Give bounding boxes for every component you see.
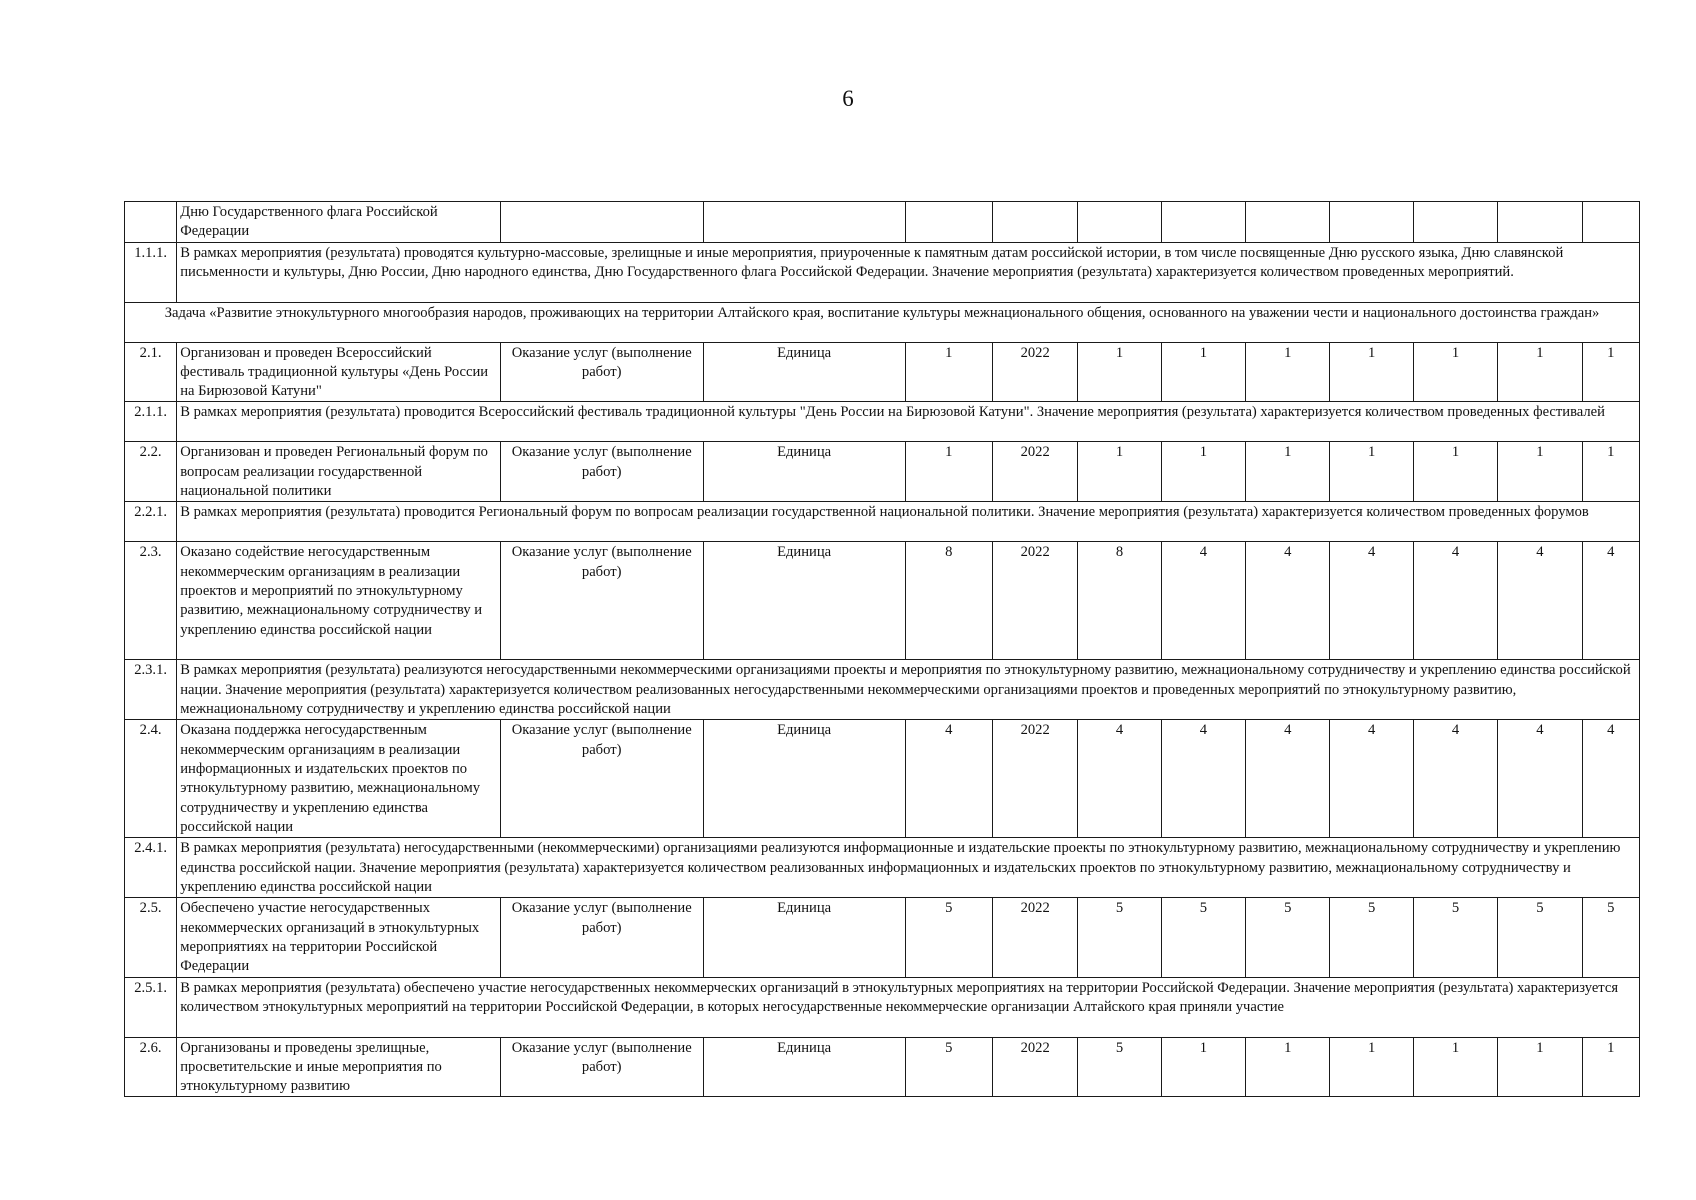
value-cell: 4 [1330,542,1413,660]
result-row [125,342,1640,402]
value-cell: 1 [1161,1037,1245,1097]
description-text: В рамках мероприятия (результата) проводятся культурно-массовые, зрелищные и иные мероприятия, приуроченные к памятным датам российской истории, в том числе посвященные Дню русского языка, Дню славянской письменности и культуры, Дню России, Дню народного единства, Дню Государственного флага Российской Федерации. Значение мероприятия (результата) характеризуется количеством проведенных мероприятий. [177,242,1640,302]
description-text: В рамках мероприятия (результата) обеспечено участие негосударственных некоммерческих организаций в этнокультурных мероприятиях на территории Российской Федерации. Значение мероприятия (результата) характеризуется количеством этнокультурных мероприятий на территории Российской Федерации, в которых негосударственные некоммерческие организации Алтайского края приняли участие [177,977,1640,1037]
value-cell: 1 [1246,1037,1330,1097]
result-type: Оказание услуг (выполнение работ) [500,898,703,977]
result-type: Оказание услуг (выполнение работ) [500,1037,703,1097]
empty-cell [703,202,905,243]
empty-cell [1078,202,1161,243]
page-number: 6 [842,86,854,111]
empty-cell [1498,202,1582,243]
value-cell: 5 [1246,898,1330,977]
description-row [125,977,1640,1037]
result-type: Оказание услуг (выполнение работ) [500,542,703,660]
value-cell: 1 [1330,442,1413,502]
value-cell: 1 [905,342,992,402]
description-row [125,402,1640,442]
result-name: Организованы и проведены зрелищные, просветительские и иные мероприятия по этнокультурному развитию [177,1037,500,1097]
value-cell: 4 [1498,542,1582,660]
empty-cell [1330,202,1413,243]
row-number: 2.5.1. [125,977,177,1037]
value-cell: 4 [1161,542,1245,660]
value-cell: 4 [1413,720,1497,838]
description-row [125,838,1640,898]
result-type: Оказание услуг (выполнение работ) [500,442,703,502]
value-cell: 1 [1246,342,1330,402]
empty-cell [1413,202,1497,243]
value-cell: 1 [1413,342,1497,402]
description-text: В рамках мероприятия (результата) реализуются негосударственными некоммерческими организациями проекты и мероприятия по этнокультурному развитию, межнациональному сотрудничеству и укреплению единства российской нации. Значение мероприятия (результата) характеризуется количеством реализованных негосударственными некоммерческими организациями проектов и проведенных мероприятий по этнокультурному развитию, межнациональному сотрудничеству и укреплению единства российской нации [177,660,1640,720]
value-cell: 4 [1161,720,1245,838]
continuation-row [125,202,1640,243]
description-text: В рамках мероприятия (результата) проводится Всероссийский фестиваль традиционной культуры "День России на Бирюзовой Катуни". Значение мероприятия (результата) характеризуется количеством проведенных фестивалей [177,402,1640,442]
unit-cell: Единица [703,1037,905,1097]
unit-cell: Единица [703,342,905,402]
value-cell: 5 [1413,898,1497,977]
value-cell: 1 [905,442,992,502]
description-row [125,242,1640,302]
base-year-cell: 2022 [992,1037,1077,1097]
value-cell: 4 [1582,720,1639,838]
value-cell: 1 [1330,1037,1413,1097]
value-cell: 5 [905,1037,992,1097]
value-cell: 1 [1078,442,1161,502]
description-text: В рамках мероприятия (результата) проводится Региональный форум по вопросам реализации государственной национальной политики. Значение мероприятия (результата) характеризуется количеством проведенных форумов [177,502,1640,542]
row-number: 2.5. [125,898,177,977]
row-number: 2.4.1. [125,838,177,898]
value-cell: 4 [1246,720,1330,838]
value-cell: 1 [1413,442,1497,502]
value-cell: 8 [1078,542,1161,660]
result-row [125,720,1640,838]
value-cell: 4 [1582,542,1639,660]
base-year-cell: 2022 [992,898,1077,977]
result-name: Организован и проведен Всероссийский фестиваль традиционной культуры «День России на Бирюзовой Катуни" [177,342,500,402]
value-cell: 4 [1498,720,1582,838]
value-cell: 5 [1330,898,1413,977]
value-cell: 1 [1413,1037,1497,1097]
task-row [125,302,1640,342]
value-cell: 1 [1161,342,1245,402]
value-cell: 1 [1498,342,1582,402]
row-number [125,202,177,243]
results-table [124,201,1640,1097]
value-cell: 1 [1498,442,1582,502]
row-number: 2.6. [125,1037,177,1097]
empty-cell [1246,202,1330,243]
row-number: 2.1.1. [125,402,177,442]
row-number: 1.1.1. [125,242,177,302]
empty-cell [500,202,703,243]
value-cell: 1 [1246,442,1330,502]
result-type: Оказание услуг (выполнение работ) [500,342,703,402]
value-cell: 1 [1582,442,1639,502]
value-cell: 5 [905,898,992,977]
row-number: 2.2. [125,442,177,502]
value-cell: 1 [1078,342,1161,402]
description-row [125,502,1640,542]
base-year-cell: 2022 [992,442,1077,502]
base-year-cell: 2022 [992,542,1077,660]
result-name: Организован и проведен Региональный форум по вопросам реализации государственной национальной политики [177,442,500,502]
result-type: Оказание услуг (выполнение работ) [500,720,703,838]
base-year-cell: 2022 [992,342,1077,402]
empty-cell [992,202,1077,243]
value-cell: 1 [1582,1037,1639,1097]
description-row [125,660,1640,720]
result-row [125,542,1640,660]
empty-cell [1161,202,1245,243]
value-cell: 1 [1498,1037,1582,1097]
value-cell: 4 [905,720,992,838]
value-cell: 1 [1330,342,1413,402]
value-cell: 4 [1330,720,1413,838]
result-name: Дню Государственного флага Российской Федерации [177,202,500,243]
row-number: 2.4. [125,720,177,838]
result-name: Оказано содействие негосударственным некоммерческим организациям в реализации проектов и мероприятий по этнокультурному развитию, межнациональному сотрудничеству и укреплению единства российской нации [177,542,500,660]
row-number: 2.1. [125,342,177,402]
result-name: Оказана поддержка негосударственным некоммерческим организациям в реализации информационных и издательских проектов по этнокультурному развитию, межнациональному сотрудничеству и укреплению единства российской нации [177,720,500,838]
unit-cell: Единица [703,442,905,502]
result-row [125,1037,1640,1097]
value-cell: 5 [1161,898,1245,977]
value-cell: 5 [1498,898,1582,977]
value-cell: 4 [1246,542,1330,660]
value-cell: 4 [1078,720,1161,838]
row-number: 2.3.1. [125,660,177,720]
empty-cell [905,202,992,243]
row-number: 2.3. [125,542,177,660]
base-year-cell: 2022 [992,720,1077,838]
value-cell: 5 [1582,898,1639,977]
description-text: В рамках мероприятия (результата) негосударственными (некоммерческими) организациями реализуются информационные и издательские проекты по этнокультурному развитию, межнациональному сотрудничеству и укреплению единства российской нации. Значение мероприятия (результата) характеризуется количеством реализованных информационных и издательских проектов по этнокультурному развитию, межнациональному сотрудничеству и укреплению единства российской нации [177,838,1640,898]
task-text: Задача «Развитие этнокультурного многообразия народов, проживающих на территории Алтайского края, воспитание культуры межнационального общения, основанного на уважении чести и национального достоинства граждан» [125,302,1640,342]
unit-cell: Единица [703,898,905,977]
value-cell: 8 [905,542,992,660]
value-cell: 4 [1413,542,1497,660]
empty-cell [1582,202,1639,243]
unit-cell: Единица [703,542,905,660]
value-cell: 1 [1582,342,1639,402]
unit-cell: Единица [703,720,905,838]
value-cell: 1 [1161,442,1245,502]
row-number: 2.2.1. [125,502,177,542]
value-cell: 5 [1078,1037,1161,1097]
value-cell: 5 [1078,898,1161,977]
result-row [125,898,1640,977]
result-name: Обеспечено участие негосударственных некоммерческих организаций в этнокультурных мероприятиях на территории Российской Федерации [177,898,500,977]
result-row [125,442,1640,502]
